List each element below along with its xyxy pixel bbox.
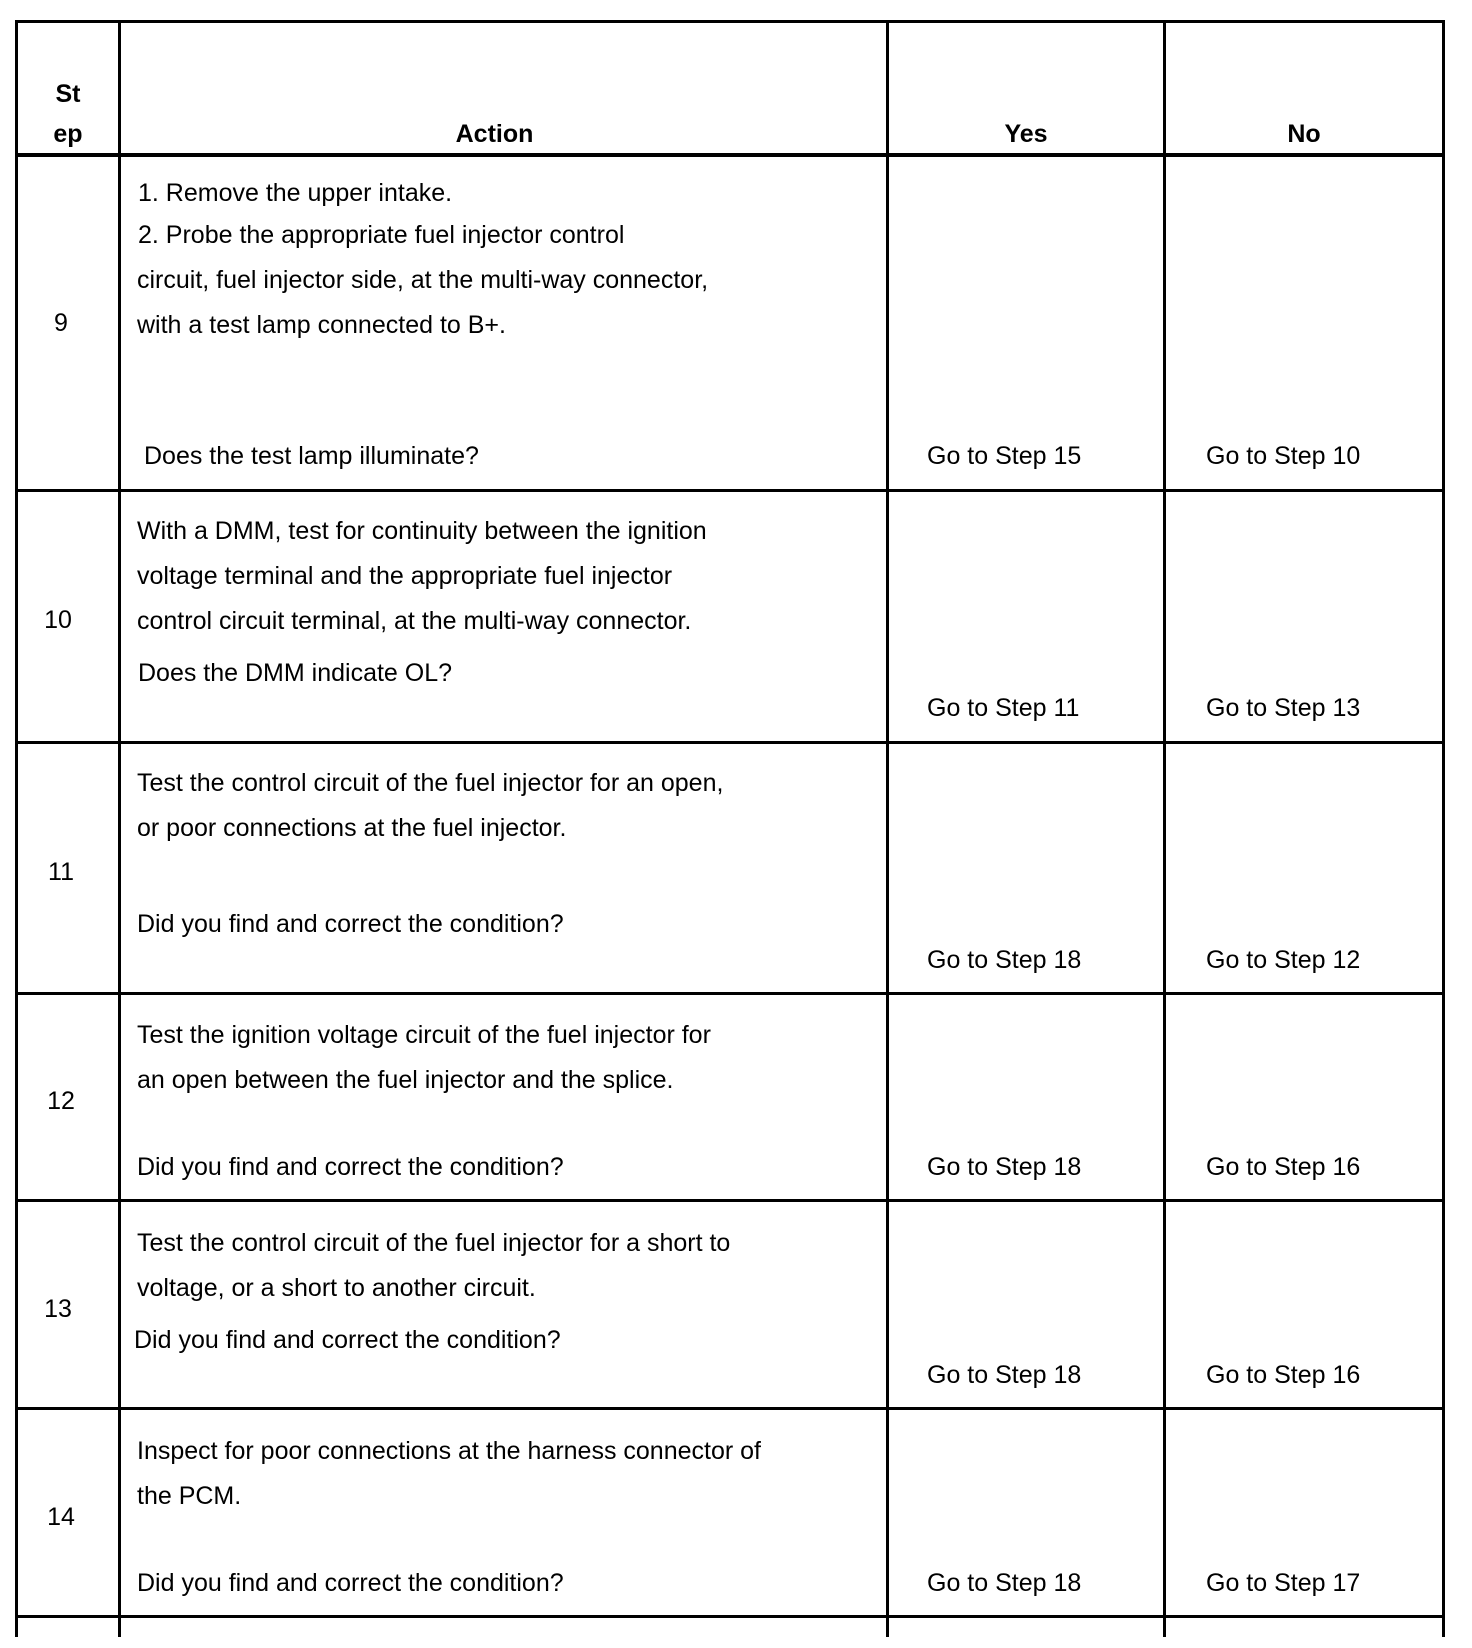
step-number: 10 — [44, 606, 72, 634]
action-line: Test the control circuit of the fuel injector for an open, — [137, 769, 724, 797]
row-divider — [15, 1199, 1445, 1202]
yes-result: Go to Step 18 — [927, 1569, 1082, 1597]
action-question: Does the test lamp illuminate? — [144, 442, 479, 470]
step-number: 9 — [54, 309, 68, 337]
row-divider — [15, 1407, 1445, 1410]
header-divider — [15, 153, 1445, 157]
action-line: with a test lamp connected to B+. — [137, 311, 506, 339]
action-question: Did you find and correct the condition? — [137, 910, 564, 938]
action-line: 2. Probe the appropriate fuel injector control — [138, 221, 625, 249]
action-line: voltage, or a short to another circuit. — [137, 1274, 536, 1302]
action-line: Test the control circuit of the fuel injector for a short to — [137, 1229, 731, 1257]
action-line: control circuit terminal, at the multi-way connector. — [137, 607, 692, 635]
action-line: Inspect for poor connections at the harness connector of — [137, 1437, 761, 1465]
header-yes: Yes — [1004, 120, 1048, 148]
column-divider-action — [886, 20, 889, 1637]
yes-result: Go to Step 18 — [927, 946, 1082, 974]
column-divider-step — [118, 20, 121, 1637]
action-question: Does the DMM indicate OL? — [138, 659, 453, 687]
table-border-bottom — [15, 1615, 1445, 1618]
action-line: Test the ignition voltage circuit of the fuel injector for — [137, 1021, 711, 1049]
action-line: 1. Remove the upper intake. — [138, 179, 453, 207]
no-result: Go to Step 16 — [1206, 1361, 1361, 1389]
step-number: 12 — [47, 1087, 75, 1115]
action-line: With a DMM, test for continuity between the ignition — [137, 517, 707, 545]
action-line: voltage terminal and the appropriate fuel injector — [137, 562, 673, 590]
yes-result: Go to Step 18 — [927, 1361, 1082, 1389]
header-no: No — [1287, 120, 1321, 148]
table-border-top — [15, 20, 1445, 23]
no-result: Go to Step 13 — [1206, 694, 1361, 722]
no-result: Go to Step 17 — [1206, 1569, 1361, 1597]
action-question: Did you find and correct the condition? — [134, 1326, 561, 1354]
action-line: or poor connections at the fuel injector. — [137, 814, 567, 842]
header-step-line2: ep — [53, 120, 83, 148]
header-step-line1: St — [55, 80, 81, 108]
yes-result: Go to Step 15 — [927, 442, 1082, 470]
row-divider — [15, 741, 1445, 744]
row-divider — [15, 489, 1445, 492]
action-line: circuit, fuel injector side, at the multi-way connector, — [137, 266, 709, 294]
action-line: an open between the fuel injector and the splice. — [137, 1066, 674, 1094]
table-border-left — [15, 20, 18, 1637]
step-number: 11 — [48, 858, 74, 886]
step-number: 13 — [44, 1295, 72, 1323]
yes-result: Go to Step 18 — [927, 1153, 1082, 1181]
no-result: Go to Step 16 — [1206, 1153, 1361, 1181]
action-question: Did you find and correct the condition? — [137, 1569, 564, 1597]
no-result: Go to Step 10 — [1206, 442, 1361, 470]
step-number: 14 — [47, 1503, 75, 1531]
yes-result: Go to Step 11 — [927, 694, 1080, 722]
column-divider-yes — [1163, 20, 1166, 1637]
row-divider — [15, 992, 1445, 995]
action-question: Did you find and correct the condition? — [137, 1153, 564, 1181]
action-line: the PCM. — [137, 1482, 242, 1510]
header-action: Action — [455, 120, 534, 148]
no-result: Go to Step 12 — [1206, 946, 1361, 974]
table-border-right — [1442, 20, 1445, 1637]
